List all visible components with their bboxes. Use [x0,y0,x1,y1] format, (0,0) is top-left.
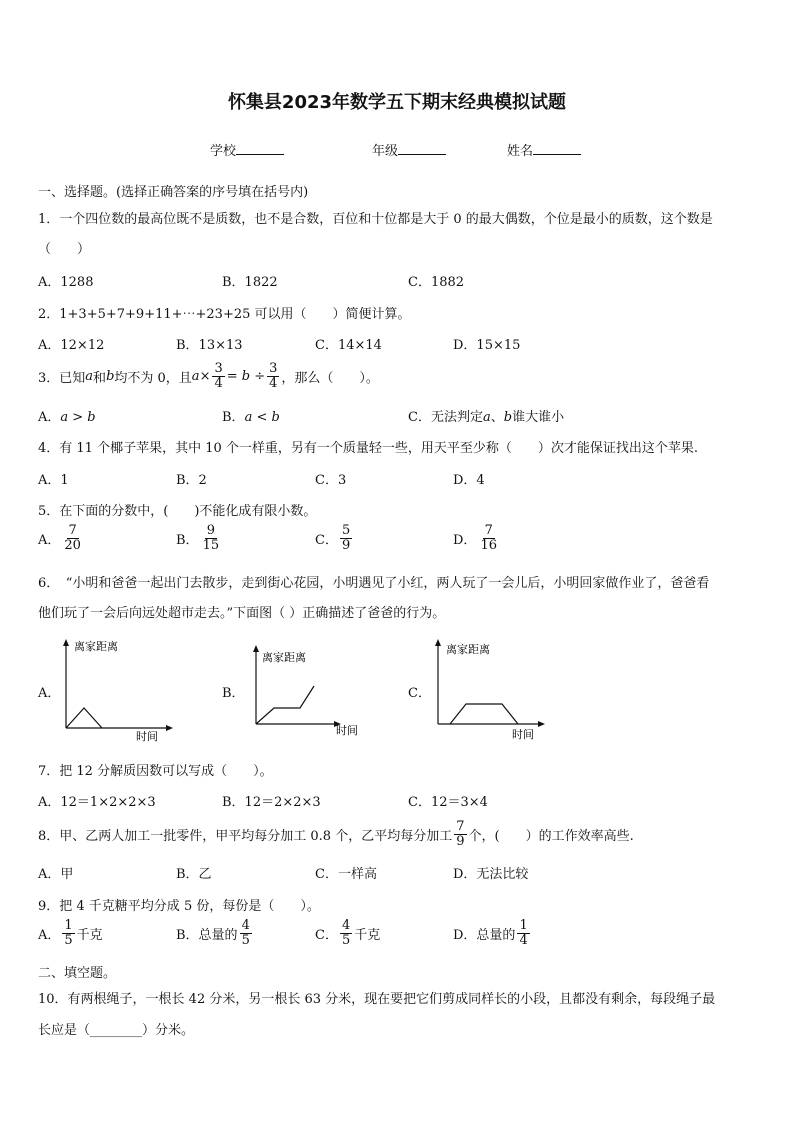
q8-pre: 8．甲、乙两人加工一批零件，甲平均每分加工 0.8 个，乙平均每分加工 [38,828,453,844]
q1-option-b: B．1822 [222,275,278,290]
q8-option-d: D．无法比较 [453,867,529,882]
question-8 [38,816,634,852]
q3-option-c-b: b [503,410,513,425]
q5-option-c-den: 9 [341,537,351,553]
q9-option-c [315,919,380,947]
q3-var-b: b [106,368,115,384]
q8-option-c: C．一样高 [315,867,377,882]
q2-option-a: A．12×12 [38,338,105,353]
q5-option-b-den: 15 [202,537,220,553]
q4-option-d: D．4 [453,473,485,488]
q6-graph-c [432,636,552,744]
q9-option-a-fraction [62,919,74,947]
q9-option-d-fraction [517,919,529,947]
question-3 [38,358,379,394]
q3-fraction-1 [212,362,224,390]
q3-pre: 3．已知 [38,370,86,386]
q5-option-b-label: B． [176,532,199,548]
graph-c-xlabel: 时间 [512,728,534,741]
graph-a-xlabel: 时间 [136,730,158,743]
q8-option-a: A．甲 [38,867,74,882]
q5-option-a-den: 20 [64,537,81,553]
section-2-heading: 二、填空题。 [38,966,117,981]
q3-fraction-2 [267,362,279,390]
q9-option-b-num: 4 [241,918,250,933]
q3-fraction-1-num: 3 [214,360,223,376]
q3-option-c-sep: 、 [490,410,504,425]
graph-b-y-arrow [253,645,259,652]
q9-option-b-fraction [240,919,252,947]
question-5: 5．在下面的分数中，( )不能化成有限小数。 [38,504,317,519]
section-1-heading: 一、选择题。(选择正确答案的序号填在括号内) [38,185,309,200]
q8-fraction-den: 9 [456,833,465,849]
q5-option-d [453,524,501,552]
graph-c-y-arrow [435,639,441,646]
q6-option-b: B． [222,686,245,701]
q9-option-c-label: C． [315,927,338,943]
q5-option-c-num: 5 [341,523,351,538]
q9-option-b [176,919,254,947]
q3-eq: = b ÷ [226,368,266,384]
question-6-line1: 6． “小明和爸爸一起出门去散步，走到街心花园，小明遇见了小红，两人玩了一会儿后，小明回家做作业了，爸爸看 [38,576,710,591]
graph-c-ylabel: 离家距离 [446,643,490,656]
q6-graph-a [60,636,180,744]
q3-option-b-expr: a < b [244,410,280,425]
q5-option-d-den: 16 [480,537,497,553]
graph-a-y-arrow [63,639,69,646]
q7-option-b: B．12＝2×2×3 [222,795,321,810]
q5-option-c-label: C． [315,532,338,548]
graph-c-line [450,704,518,724]
graph-a-line [66,708,102,728]
question-10-line2: 长应是（________）分米。 [38,1023,195,1038]
q3-fraction-2-num: 3 [269,360,278,376]
page-title: 怀集县2023年数学五下期末经典模拟试题 [227,92,567,113]
question-1-line1: 1．一个四位数的最高位既不是质数，也不是合数，百位和十位都是大于 0 的最大偶数，个位是最小的质数，这个数是 [38,212,713,227]
q8-fraction [454,820,466,848]
q2-option-b: B．13×13 [176,338,243,353]
q6-graph-b [250,644,370,740]
grade-label: 年级 [372,144,399,159]
q3-var-a2: a [191,368,200,384]
q3-var-a: a [85,368,94,384]
question-2: 2．1+3+5+7+9+11+⋯+23+25 可以用（ ）简便计算。 [38,307,411,322]
q9-option-a-num: 1 [64,918,73,933]
name-blank [533,142,581,155]
q3-option-c-a: a [482,410,491,425]
q5-option-c [315,524,354,552]
q5-option-c-fraction [340,524,352,552]
q7-option-a: A．12＝1×2×2×3 [38,795,156,810]
q3-mid: 均不为 0，且 [114,370,192,386]
q3-times: × [199,368,211,384]
q9-option-d [453,919,532,947]
q3-option-a-expr: a > b [60,410,96,425]
q9-option-c-num: 4 [341,918,351,933]
graph-b-line [256,686,314,724]
name-label: 姓名 [507,144,534,159]
q9-option-a-label: A． [38,927,61,943]
graph-b-ylabel: 离家距离 [262,651,306,664]
question-4: 4．有 11 个椰子苹果，其中 10 个一样重，另有一个质量轻一些，用天平至少称（ ）次才能保证找出这个苹果. [38,441,699,456]
school-field [210,140,284,159]
q5-option-d-fraction [478,524,499,552]
q7-option-c: C．12＝3×4 [408,795,488,810]
q4-option-a: A．1 [38,473,69,488]
q9-option-a-den: 5 [64,932,73,948]
name-field [507,140,581,159]
q5-option-d-label: D． [453,532,477,548]
q3-option-a-label: A． [38,410,61,425]
q9-option-c-fraction [340,919,352,947]
q6-option-c: C． [408,686,431,701]
q9-option-c-den: 5 [341,932,351,948]
q5-option-b-num: 9 [206,523,215,538]
q9-option-a [38,919,103,947]
q1-option-c: C．1882 [408,275,465,290]
q3-post: ，那么（ ）。 [281,370,379,386]
school-label: 学校 [210,144,237,159]
q3-option-c-label: C．无法判定 [408,410,483,425]
graph-a-ylabel: 离家距离 [74,640,118,653]
grade-blank [398,142,446,155]
grade-field [372,140,446,159]
q8-fraction-num: 7 [456,818,465,834]
q5-option-a-num: 7 [68,523,77,538]
question-1-line2: （ ） [38,242,91,257]
graph-c-x-arrow [538,721,545,727]
q8-option-b: B．乙 [176,867,212,882]
q9-option-c-unit: 千克 [354,927,381,943]
q6-option-a: A． [38,686,61,701]
q3-and: 和 [93,370,107,386]
q3-option-a [38,406,96,425]
q5-option-a [38,524,85,552]
q2-option-d: D．15×15 [453,338,521,353]
q9-option-d-num: 1 [519,918,528,933]
q5-option-a-fraction [62,524,83,552]
q3-option-c-tail: 谁大谁小 [512,410,565,425]
graph-b-xlabel: 时间 [336,724,358,737]
q5-option-d-num: 7 [484,523,493,538]
q5-option-b-fraction [201,524,222,552]
school-blank [236,142,284,155]
question-10-line1: 10．有两根绳子，一根长 42 分米，另一根长 63 分米，现在要把它们剪成同样长的小段，且都没有剩余，每段绳子最 [38,992,716,1007]
question-6-line2: 他们玩了一会后向远处超市走去。”下面图（ ）正确描述了爸爸的行为。 [38,606,446,621]
q2-option-c: C．14×14 [315,338,382,353]
q3-option-b-label: B． [222,410,245,425]
q1-option-a: A．1288 [38,275,94,290]
q9-option-b-label: B．总量的 [176,927,238,943]
q9-option-d-label: D．总量的 [453,927,516,943]
q9-option-d-den: 4 [519,932,528,948]
q5-option-b [176,524,223,552]
q4-option-b: B．2 [176,473,207,488]
q9-option-b-den: 5 [241,932,250,948]
q3-option-b [222,406,280,425]
q9-option-a-unit: 千克 [76,927,103,943]
question-7: 7．把 12 分解质因数可以写成（ ）。 [38,764,273,779]
question-9: 9．把 4 千克糖平均分成 5 份，每份是（ ）。 [38,899,320,914]
graph-a-x-arrow [166,725,173,731]
q4-option-c: C．3 [315,473,347,488]
q5-option-a-label: A． [38,532,61,548]
q8-post: 个，( ）的工作效率高些. [468,828,634,844]
q3-option-c [408,406,564,425]
q3-fraction-2-den: 4 [269,375,278,391]
q3-fraction-1-den: 4 [214,375,223,391]
